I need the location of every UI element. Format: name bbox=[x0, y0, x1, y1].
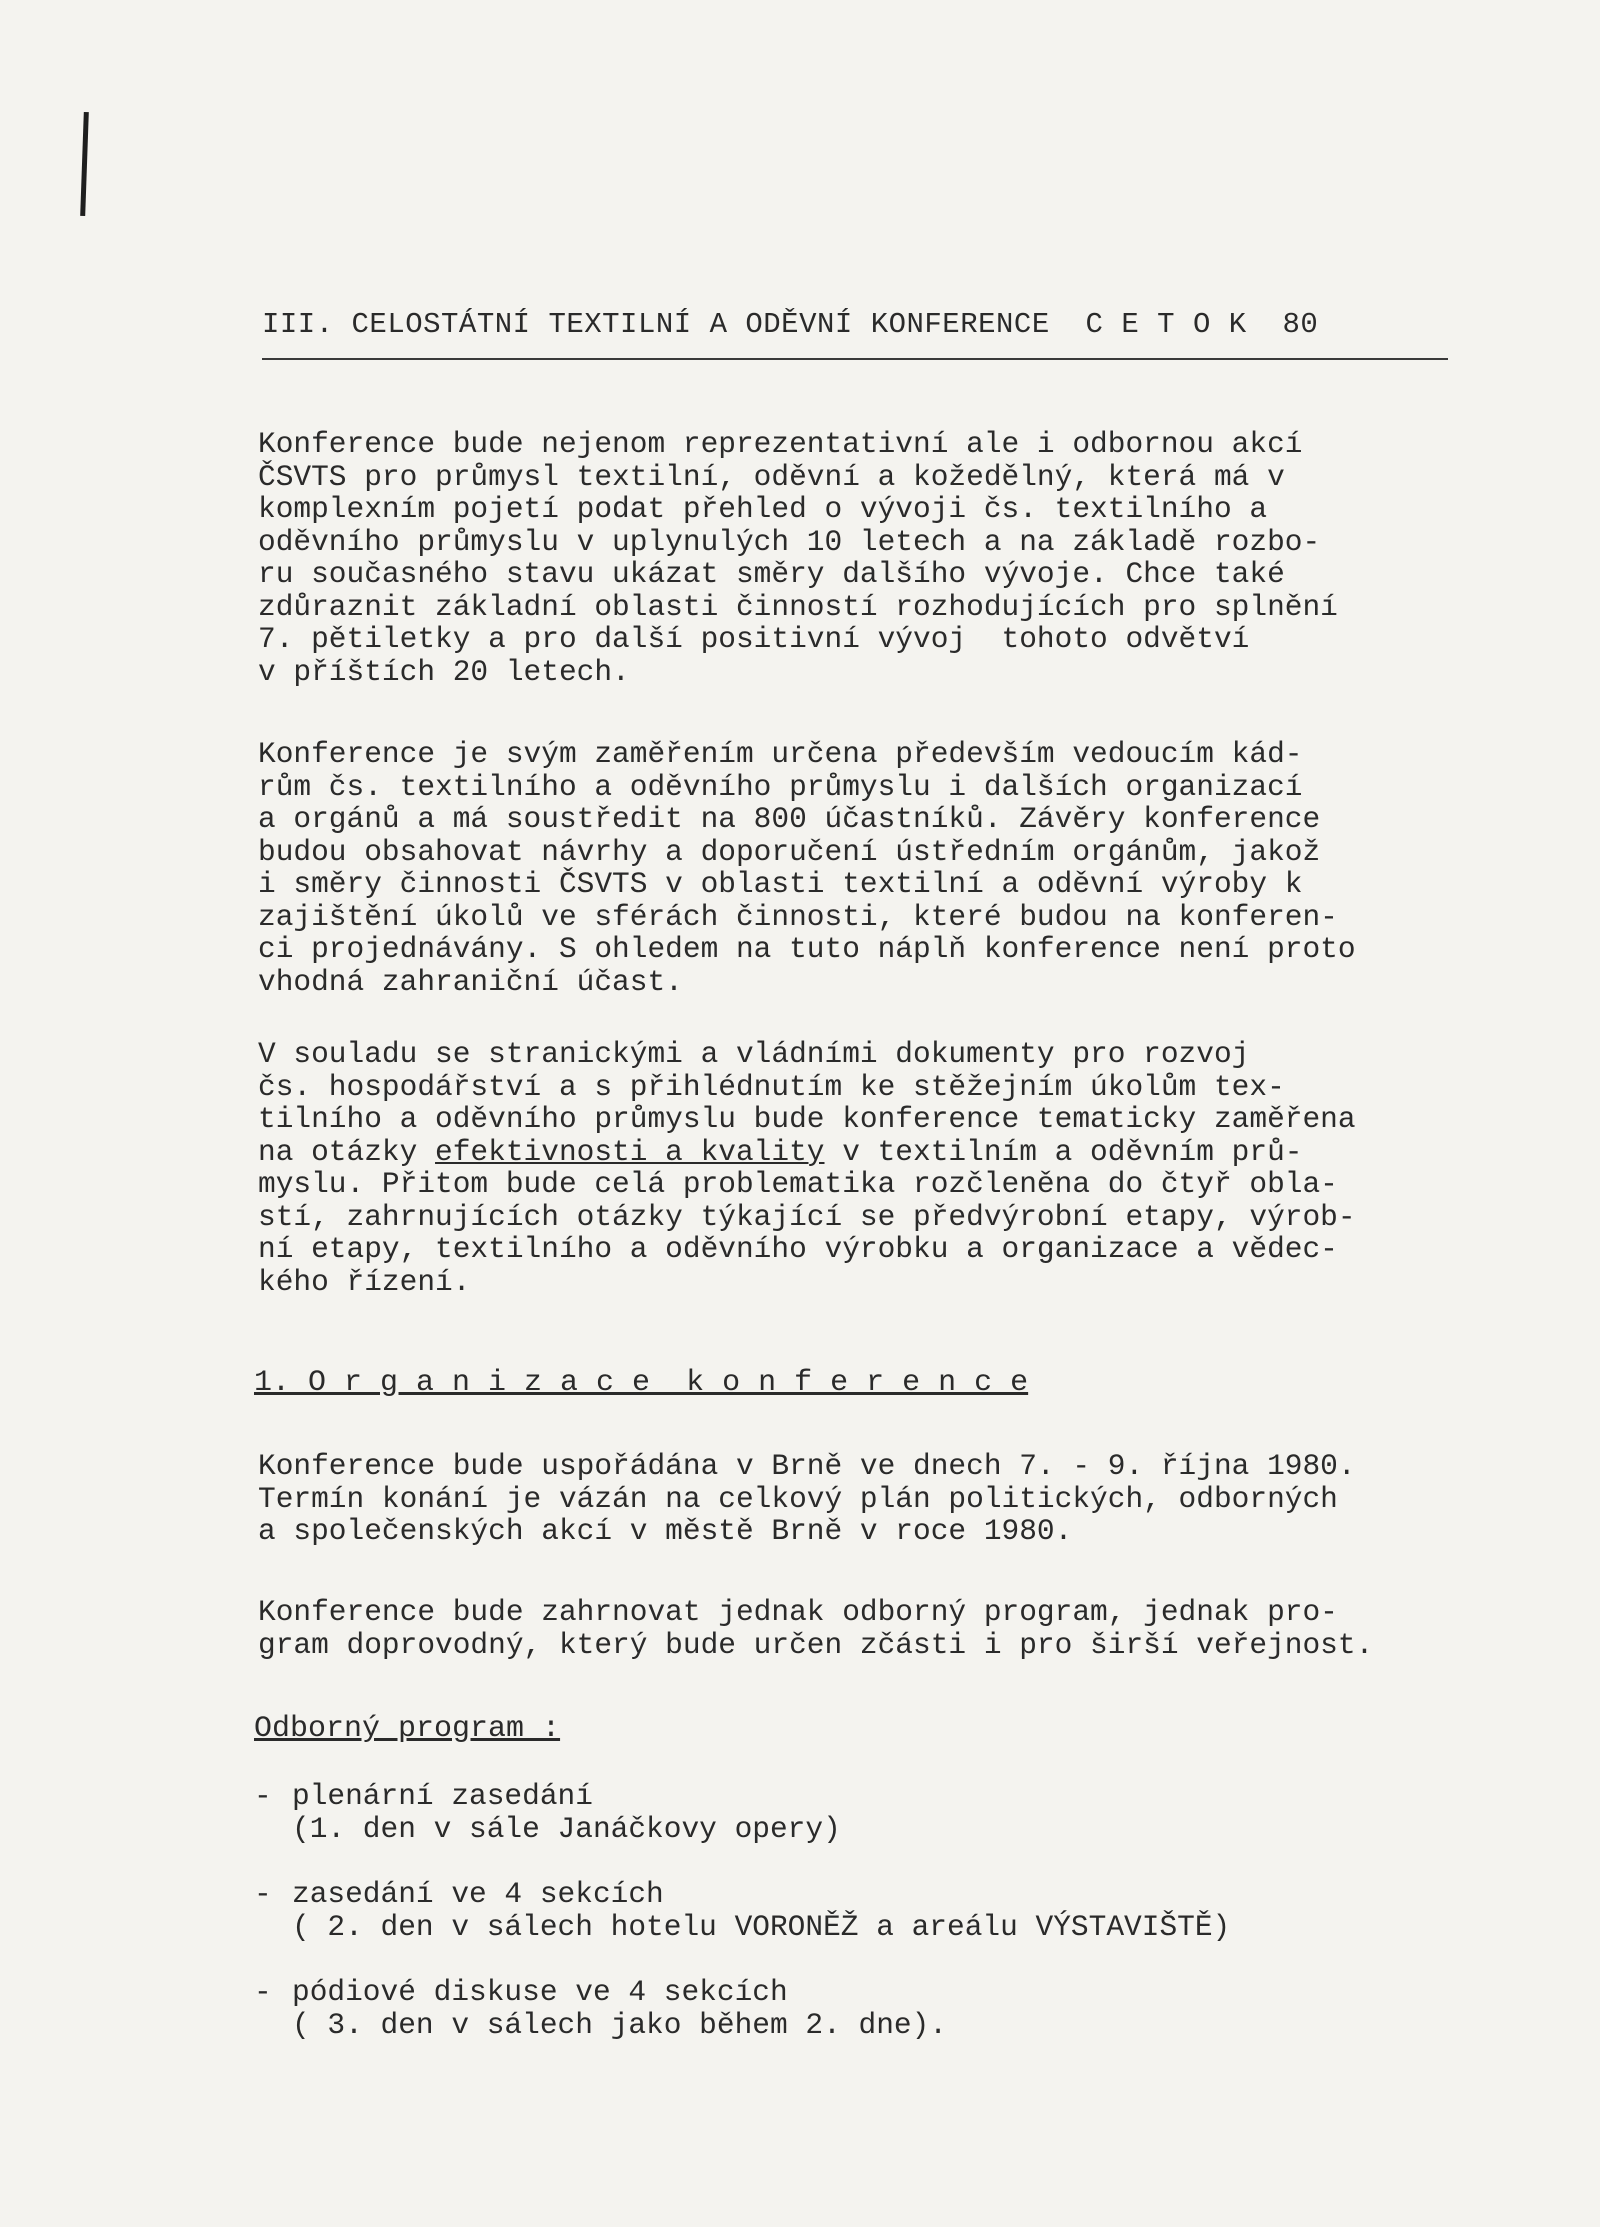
section-heading: 1. O r g a n i z a c e k o n f e r e n c e bbox=[254, 1366, 1029, 1400]
focus-text-before: V souladu se stranickými a vládními dokumenty pro rozvoj čs. hospodářství a s přihlédnutím ke stěžejním úkolům tex- tilního a oděvního průmyslu bude konference tematicky zaměřena na otázky bbox=[258, 1037, 1356, 1169]
focus-paragraph bbox=[258, 1038, 1356, 1298]
list-item-text: zasedání ve 4 sekcích ( 2. den v sálech hotelu VORONĚŽ a areálu VÝSTAVIŠTĚ) bbox=[292, 1877, 1231, 1944]
program-subheading: Odborný program : bbox=[254, 1712, 561, 1746]
audience-paragraph: Konference je svým zaměřením určena především vedoucím kád- rům čs. textilního a oděvního průmyslu i dalších organizací a orgánů a má soustředit na 800 účastníků. Závěry konference budou obsahovat návrhy a doporučení ústředním orgánům, jakož i směry činnosti ČSVTS v oblasti textilní a oděvní výroby k zajištění úkolů ve sférách činnosti, které budou na konferen- ci projednávány. S ohledem na tuto náplň konference není proto vhodná zahraniční účast. bbox=[258, 737, 1356, 999]
list-item bbox=[254, 1878, 1230, 1943]
margin-pen-mark bbox=[80, 112, 89, 216]
list-dash: - bbox=[254, 1877, 272, 1911]
program-list bbox=[254, 1780, 1230, 2074]
list-item-text: plenární zasedání (1. den v sále Janáčkovy opery) bbox=[292, 1779, 841, 1846]
list-item bbox=[254, 1976, 1230, 2041]
program-paragraph: Konference bude zahrnovat jednak odborný program, jednak pro- gram doprovodný, který bude určen zčásti i pro širší veřejnost. bbox=[258, 1595, 1374, 1662]
document-header: III. CELOSTÁTNÍ TEXTILNÍ A ODĚVNÍ KONFERENCE C E T O K 80 bbox=[262, 308, 1319, 341]
focus-text-after: v textilním a oděvním prů- myslu. Přitom bude celá problematika rozčleněna do čtyř obla- stí, zahrnujících otázky týkající se předvýrobní etapy, výrob- ní etapy, textilního a oděvního výrobku a organizace a vědec- kého řízení. bbox=[258, 1134, 1356, 1299]
focus-emphasis: efektivnosti a kvality bbox=[435, 1134, 825, 1169]
list-dash: - bbox=[254, 1779, 272, 1813]
dates-paragraph: Konference bude uspořádána v Brně ve dnech 7. - 9. října 1980. Termín konání je vázán na celkový plán politických, odborných a společenských akcí v městě Brně v roce 1980. bbox=[258, 1449, 1356, 1548]
list-dash: - bbox=[254, 1975, 272, 2009]
intro-paragraph: Konference bude nejenom reprezentativní ale i odbornou akcí ČSVTS pro průmysl textilní, oděvní a kožedělný, která má v komplexním pojetí podat přehled o vývoji čs. textilního a oděvního průmyslu v uplynulých 10 letech a na základě rozbo- ru současného stavu ukázat směry dalšího vývoje. Chce také zdůraznit základní oblasti činností rozhodujících pro splnění 7. pětiletky a pro další positivní vývoj tohoto odvětví v příštích 20 letech. bbox=[258, 427, 1338, 689]
list-item-text: pódiové diskuse ve 4 sekcích ( 3. den v sálech jako během 2. dne). bbox=[292, 1975, 948, 2042]
list-item bbox=[254, 1780, 1230, 1845]
header-rule bbox=[262, 358, 1448, 360]
